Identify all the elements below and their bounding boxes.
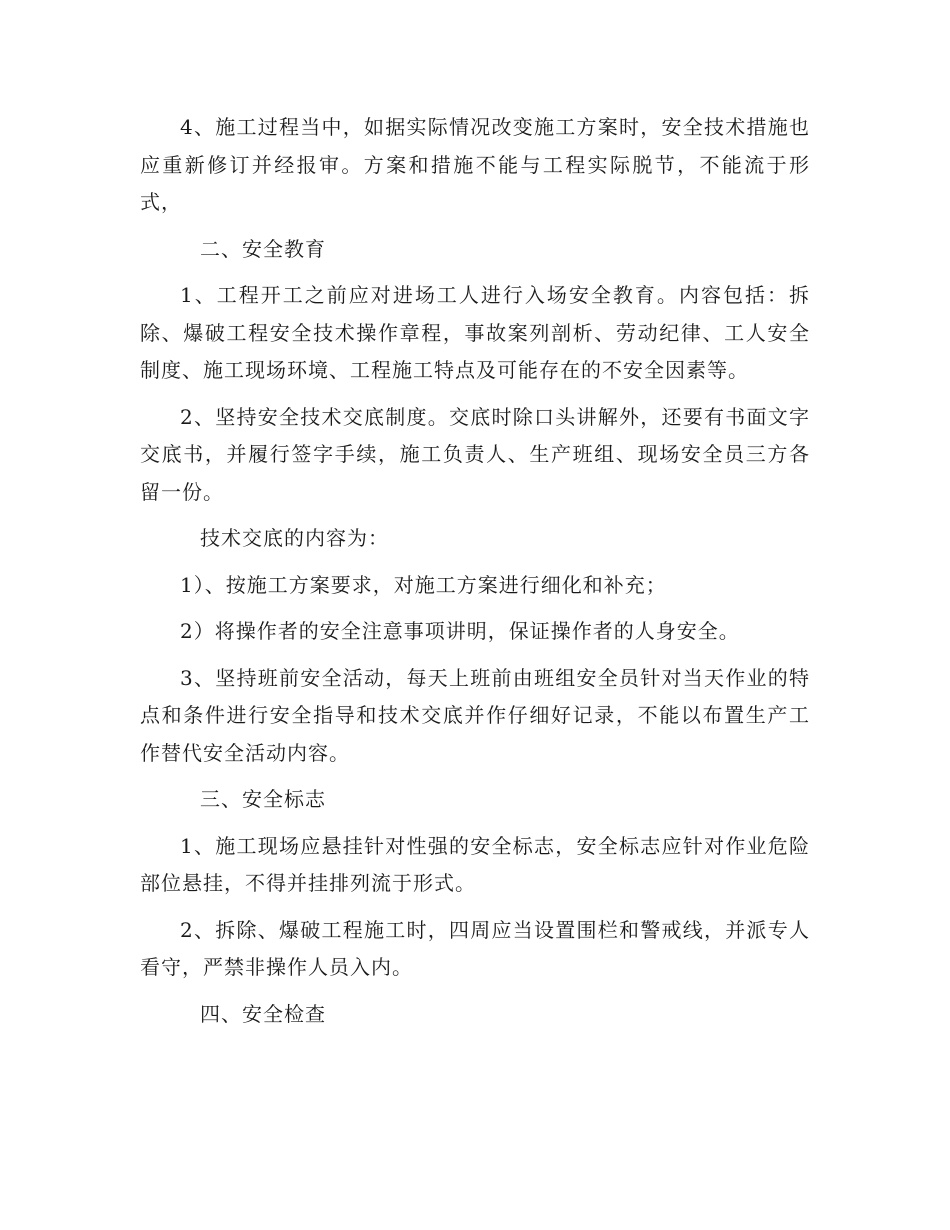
paragraph-entry-education: 1、工程开工之前应对进场工人进行入场安全教育。内容包括：拆除、爆破工程安全技术操作章程，事故案列剖析、劳动纪律、工人安全制度、施工现场环境、工程施工特点及可能存在的不安全因素等。 [140,283,810,382]
paragraph-briefing-content-intro: 技术交底的内容为： [200,526,389,550]
list-item-briefing-1: 1）、按施工方案要求，对施工方案进行细化和补充； [180,572,667,597]
paragraph-plan-revision: 4、施工过程当中，如据实际情况改变施工方案时，安全技术措施也应重新修订并经报审。方案和措施不能与工程实际脱节，不能流于形式， [140,115,810,214]
paragraph-demolition-fencing: 2、拆除、爆破工程施工时，四周应当设置围栏和警戒线，并派专人看守，严禁非操作人员入内。 [140,917,810,979]
section-heading-safety-inspection: 四、安全检查 [200,1001,326,1026]
section-heading-safety-education: 二、安全教育 [200,236,326,261]
paragraph-technical-briefing: 2、坚持安全技术交底制度。交底时除口头讲解外，还要有书面文字交底书，并履行签字手续，施工负责人、生产班组、现场安全员三方各留一份。 [140,404,810,504]
section-heading-safety-signs: 三、安全标志 [200,787,326,811]
paragraph-sign-placement: 1、施工现场应悬挂针对性强的安全标志，安全标志应针对作业危险部位悬挂，不得并挂排列流于形式。 [140,833,810,895]
paragraph-pre-shift-activity: 3、坚持班前安全活动，每天上班前由班组安全员针对当天作业的特点和条件进行安全指导和技术交底并作仔细好记录，不能以布置生产工作替代安全活动内容。 [140,665,810,765]
list-item-briefing-2: 2）将操作者的安全注意事项讲明，保证操作者的人身安全。 [180,619,740,643]
document-body [140,109,810,1042]
